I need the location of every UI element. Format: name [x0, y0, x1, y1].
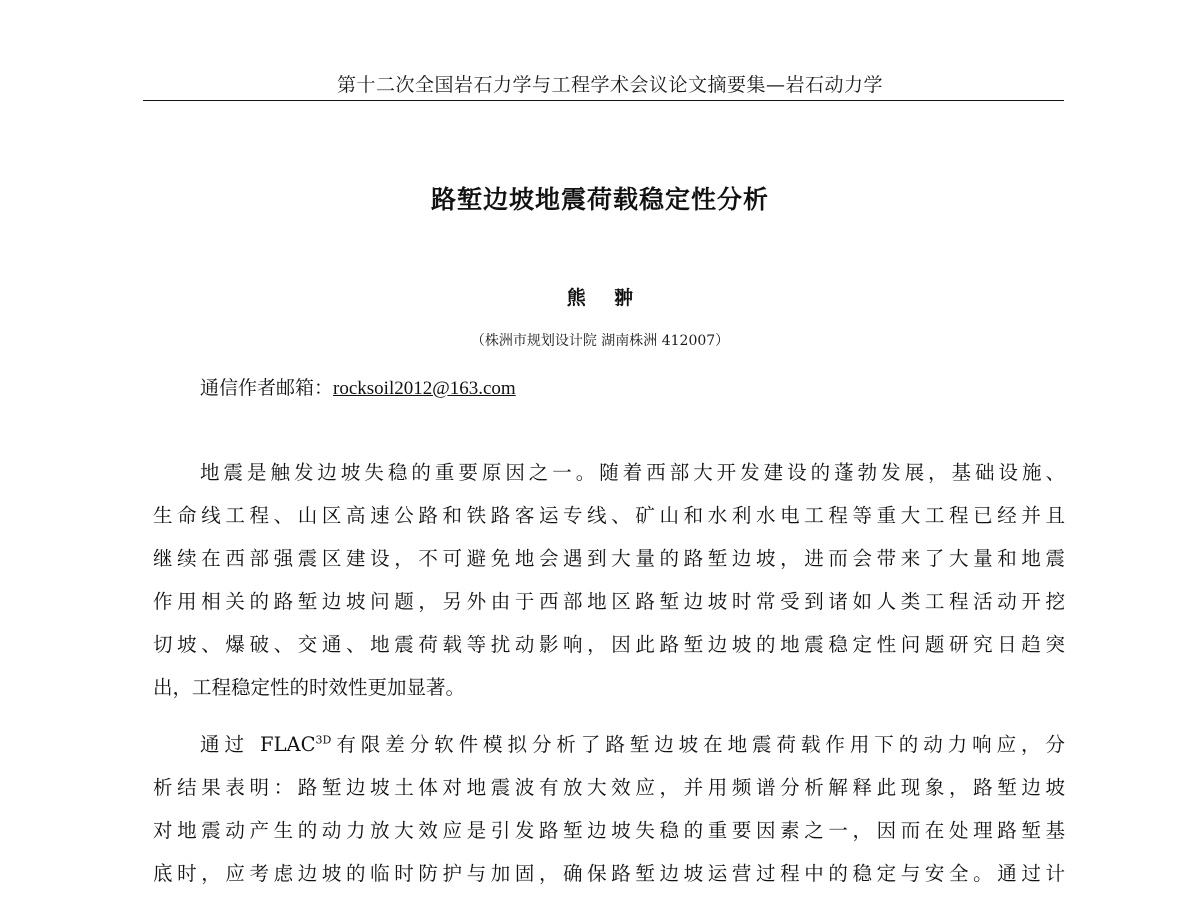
author-affiliation: （株洲市规划设计院 湖南株洲 412007）	[470, 333, 730, 349]
paragraph1-line: 出，工程稳定性的时效性更加显著。	[153, 676, 466, 699]
contact-line	[200, 373, 516, 400]
paragraph2-line: 析结果表明：路堑边坡土体对地震波有放大效应，并用频谱分析解释此现象，路堑边坡	[153, 776, 1065, 799]
author-name: 熊 翀	[566, 287, 634, 309]
paragraph2-line	[200, 730, 1065, 760]
contact-email-link[interactable]: rocksoil2012@163.com	[333, 378, 516, 399]
paragraph2-line: 对地震动产生的动力放大效应是引发路堑边坡失稳的重要因素之一，因而在处理路堑基	[153, 819, 1065, 842]
running-header: 第十二次全国岩石力学与工程学术会议论文摘要集—岩石动力学	[336, 74, 883, 96]
contact-label: 通信作者邮箱：	[200, 377, 334, 399]
paragraph2-line: 底时，应考虑边坡的临时防护与加固，确保路堑边坡运营过程中的稳定与安全。通过计	[153, 862, 1065, 885]
paragraph2-text: 通过 FLAC	[200, 733, 316, 756]
paragraph2-text: 有限差分软件模拟分析了路堑边坡在地震荷载作用下的动力响应，分	[331, 733, 1065, 756]
superscript-3d: 3D	[315, 733, 332, 747]
paragraph1-line: 生命线工程、山区高速公路和铁路客运专线、矿山和水利水电工程等重大工程已经并且	[153, 504, 1065, 527]
paragraph1-line: 继续在西部强震区建设，不可避免地会遇到大量的路堑边坡，进而会带来了大量和地震	[153, 547, 1065, 570]
paragraph1-line: 作用相关的路堑边坡问题，另外由于西部地区路堑边坡时常受到诸如人类工程活动开挖	[153, 590, 1065, 613]
paper-title: 路堑边坡地震荷载稳定性分析	[430, 185, 769, 214]
header-rule	[143, 100, 1064, 101]
paragraph1-line: 切坡、爆破、交通、地震荷载等扰动影响，因此路堑边坡的地震稳定性问题研究日趋突	[153, 633, 1065, 656]
paragraph1-line: 地震是触发边坡失稳的重要原因之一。随着西部大开发建设的蓬勃发展，基础设施、	[200, 461, 1065, 484]
